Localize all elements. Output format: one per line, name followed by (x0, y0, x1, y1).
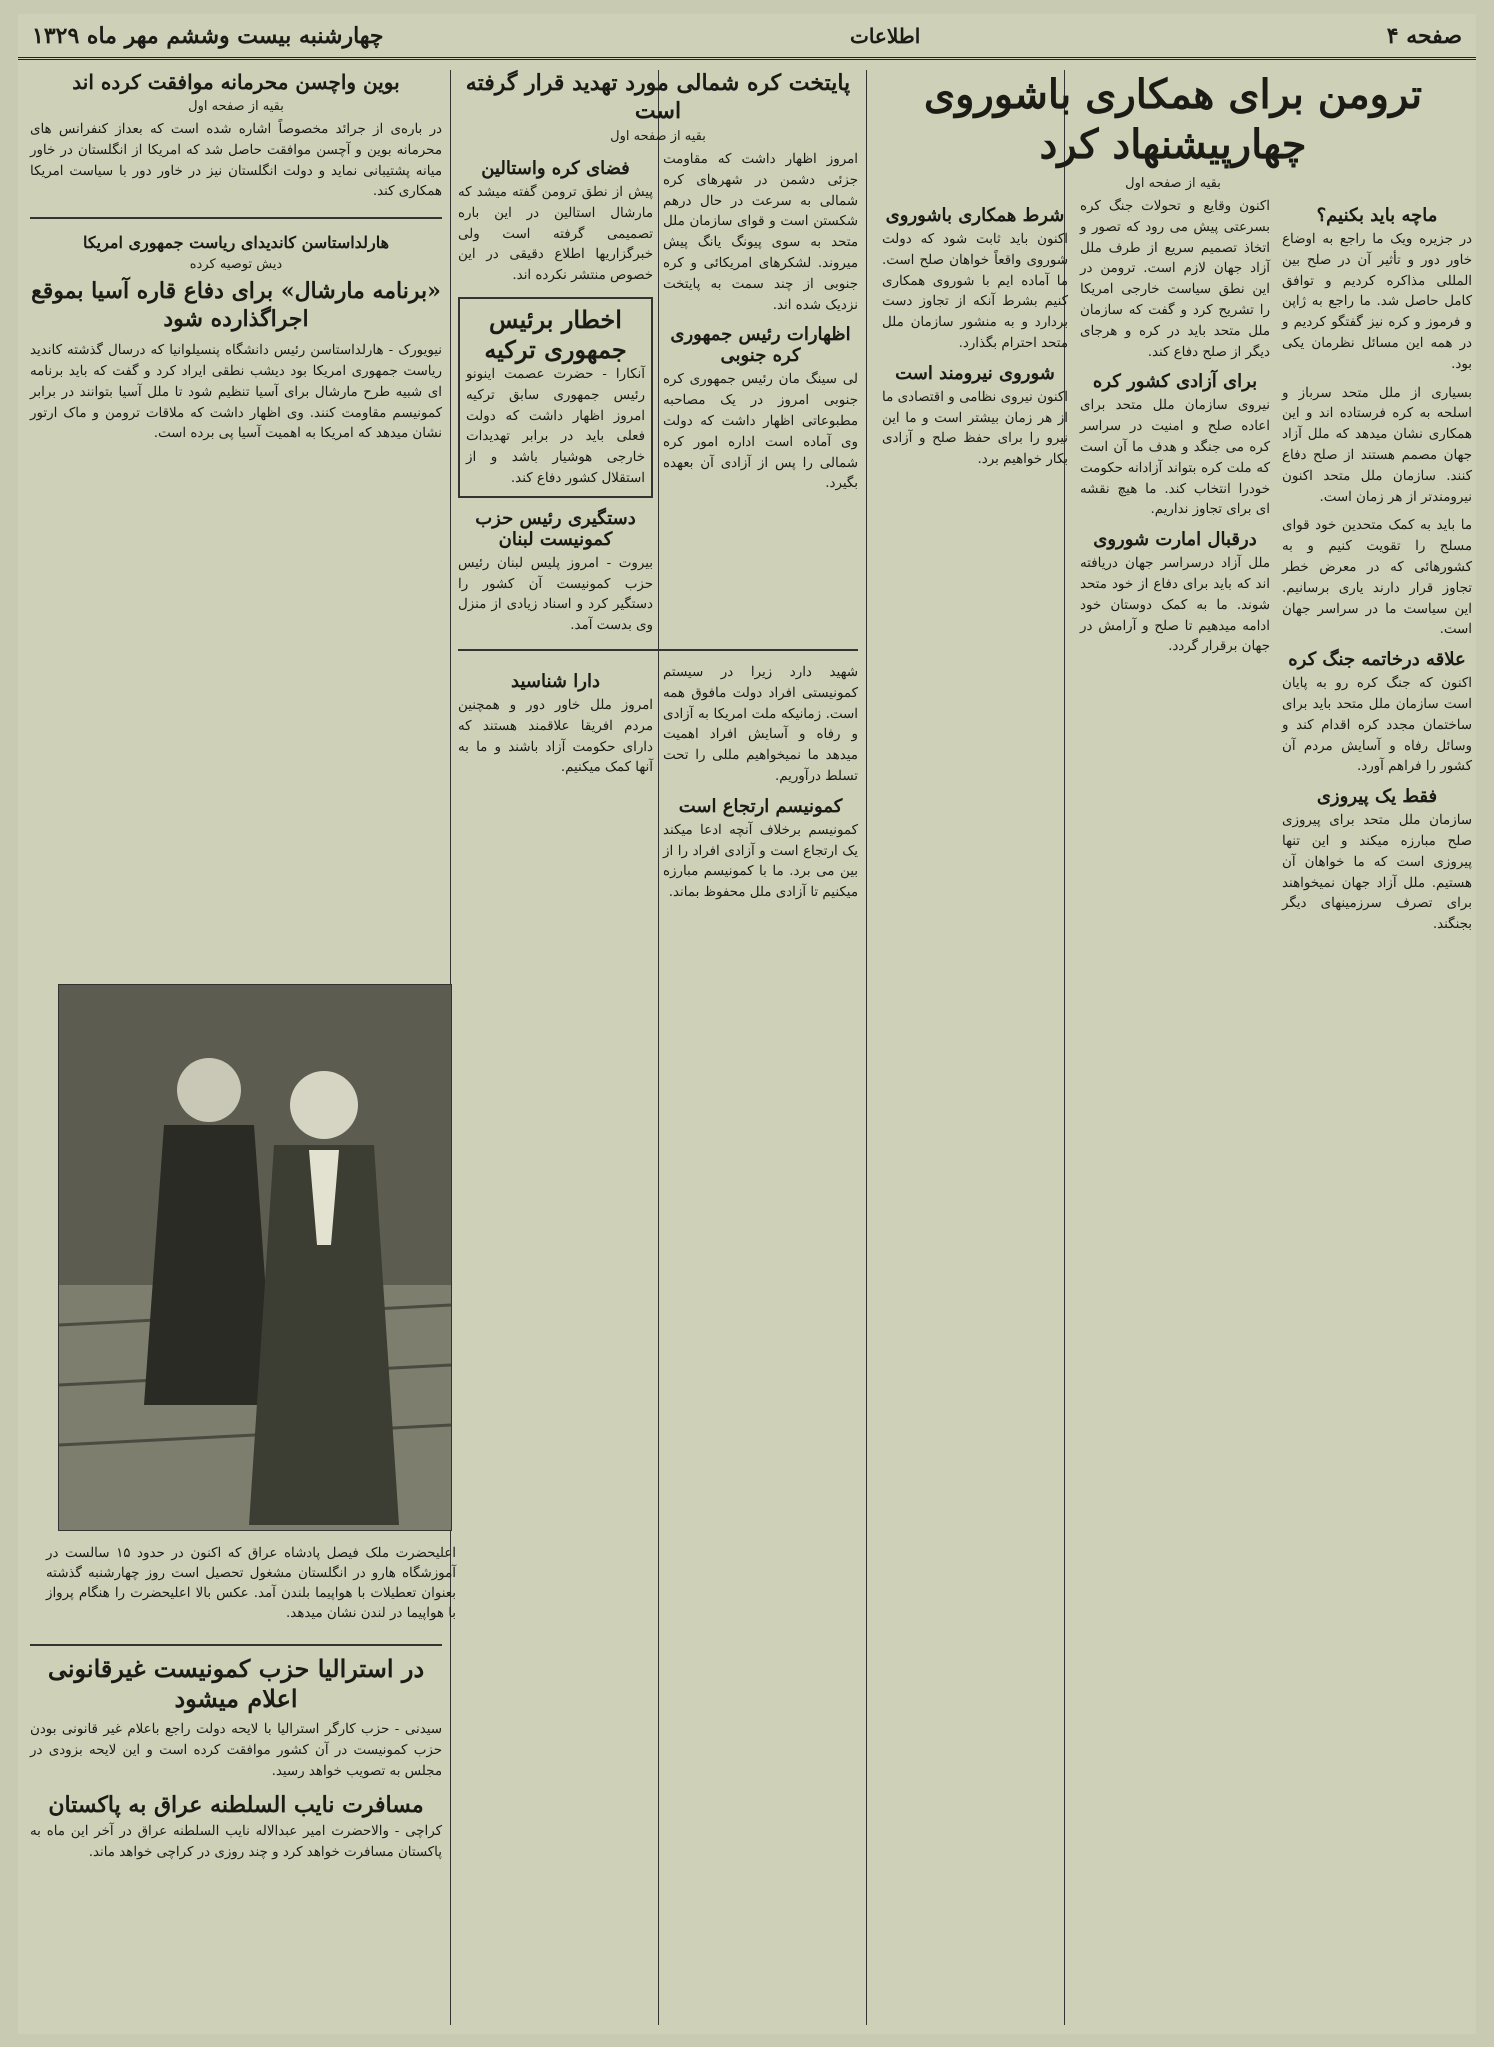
section-text: ما باید به کمک متحدین خود قوای مسلح را تقویت کنیم و به کشورهائی که در معرض خطر تجاوز قرار دارند یاری برسانیم. این سیاست ما در سراسر جهان است. (1277, 518, 1472, 638)
continued-note: بقیه از صفحه اول (610, 129, 706, 144)
section-text: بسیاری از ملل متحد سرباز و اسلحه به کره فرستاده اند و این همکاری نشان میدهد که ملل آزاد جهان مصمم هستند از صلح دفاع کنند. سازمان ملل متحد اکنون نیرومندتر از هر زمان است. (1277, 385, 1472, 505)
korea-col-right (658, 150, 858, 637)
iraq-headline: مسافرت نایب السلطنه عراق به پاکستان (48, 1792, 424, 1819)
australia-text: سیدنی - حزب کارگر استرالیا با لایحه دولت راجع باعلام غیر قانونی بودن حزب کمونیست در آن کشور موافقت کرده است و این لایحه بزودی در مجلس به تصویب خواهد رسید. (25, 1722, 442, 1779)
stassen-text: نیویورک - هارلداستاسن رئیس دانشگاه پنسیلوانیا که درسال گذشته کاندید ریاست جمهوری امریکا بود دیشب نطقی ایراد کرد و گفت که باید برنامه ای شبیه طرح مارشال برای آسیا تنظیم شود تا ملل آسیا بتوانند در برابر کمونیسم مقاومت کنند. وی اظهار داشت که ملاقات ترومن و ماک ارتور نشان میدهد که امریکا به اهمیت آسیا پی برده است. (25, 343, 442, 442)
issue-date: چهارشنبه بیست وششم مهر ماه ۱۳۲۹ (32, 22, 384, 49)
section-title: شوروی نیرومند است (895, 362, 1055, 384)
section-title: علاقه درخاتمه جنگ کره (1288, 649, 1466, 671)
korea-col-left (453, 150, 653, 637)
continued-note: بقیه از صفحه اول (1125, 176, 1221, 191)
section-title: برای آزادی کشور کره (1092, 371, 1258, 393)
turkey-box (458, 297, 653, 498)
section-text: سازمان ملل متحد برای پیروزی صلح مبارزه میکند و این تنها پیروزی است که ما خواهان آن هستیم. ملل آزاد جهان نمیخواهند برای تصرف سرزمینهای دیگر بجنگند. (1277, 813, 1472, 933)
photo-caption: اعلیحضرت ملک فیصل پادشاه عراق که اکنون در حدود ۱۵ سالست در آموزشگاه هارو در انگلستان مشغول تحصیل است روز چهارشنبه گذشته بعنوان تعطیلات با هواپیما بلندن آمد. عکس بالا اعلیحضرت را هنگام پرواز با هواپیما در لندن نشان میدهد. (46, 1546, 456, 1621)
stassen-sub: دیش توصیه کرده (189, 257, 283, 273)
korea-bottom-right (658, 663, 858, 904)
korea-text: امروز اظهار داشت که مقاومت جزئی دشمن در شهرهای کره شمالی به سرعت در حال درهم شکستن است و قوای سازمان ملل متحد به سوی پیونگ یانگ پیش میروند. لشکرهای امریکائی و کره جنوبی از چند سمت به پایتخت نزدیک شده اند. (658, 152, 858, 313)
section-text: کمونیسم برخلاف آنچه ادعا میکند یک ارتجاع است و آزادی افراد را از بین می برد. ما با کمونیسم مبارزه میکنیم تا آزادی ملل محفوظ بماند. (658, 822, 858, 901)
stassen-headline2: «برنامه مارشال» برای دفاع قاره آسیا بموقع اجراگذارده شود (31, 278, 441, 332)
section-title: شرط همکاری باشوروی (885, 205, 1065, 226)
main-col-right (1277, 197, 1472, 936)
section-text: اکنون باید ثابت شود که دولت شوروی واقعاً خواهان صلح است. ما آماده ایم با شوروی همکاری کنیم بشرط آنکه از تجاوز دست بردارد و به منشور سازمان ملل متحد احترام بگذارد. (877, 232, 1068, 351)
section-text: امروز ملل خاور دور و همچنین مردم افریقا علاقمند هستند که دارای حکومت آزاد باشند و ما به آنها کمک میکنیم. (453, 697, 653, 776)
iraq-text: کراچی - والاحضرت امیر عبدالاله نایب السلطنه عراق در آخر این ماه به پاکستان مسافرت خواهد کرد و چند روزی در کراچی خواهد ماند. (25, 1824, 442, 1861)
korea-bottom (453, 663, 858, 904)
left-column (25, 70, 443, 970)
section-text: اکنون وقایع و تحولات جنگ کره بسرعتی پیش می رود که تصور و اتخاذ تصمیم سریع از طرف ملل آزاد جهان لازم است. ترومن در این نطق سیاست خارجی امریکا را تشریح کرد و گفت که سازمان ملل متحد باید در کره و هرجای دیگر از صلح دفاع کند. (1075, 199, 1270, 360)
photo-image (59, 985, 451, 1530)
turkey-headline: اخطار برئیس جمهوری ترکیه (484, 304, 627, 364)
section-text: لی سینگ مان رئیس جمهوری کره جنوبی امروز در یک مصاحبه مطبوعاتی اظهار داشت که دولت وی آماده است اداره امور کره شمالی را پس از آزادی آن بعهده بگیرد. (658, 372, 858, 492)
bottom-text: شهید دارد زیرا در سیستم کمونیستی افراد دولت مافوق همه است. زمانیکه ملت امریکا به آزادی و رفاه و آسایش افراد اهمیت میدهد ما نمیخواهیم مللی را تحت تسلط درآوریم. (658, 664, 858, 784)
stassen-headline: هارلداستاسن کاندیدای ریاست جمهوری امریکا (82, 233, 390, 253)
meeting-text: در باره‌ی از جرائد مخصوصاً اشاره شده است که بعداز کنفرانس های محرمانه بوین و آچسن موافقت حاصل شد که امریکا از انگلستان در خاور میانه پشتیبانی نماید و دولت انگلستان نیز در خاور دور با سیاست امریکا همکاری کند. (25, 122, 443, 200)
masthead (18, 14, 1476, 60)
korea-article (453, 70, 858, 2025)
korea-columns (453, 150, 858, 637)
section-text: اکنون که جنگ کره رو به پایان است سازمان ملل متحد باید برای ساختمان مجدد کره اقدام کند و وسائل رفاه و آسایش مردم آن کشور را فراهم آورد. (1277, 676, 1472, 775)
page-number: صفحه ۴ (1386, 22, 1462, 49)
newspaper-page (18, 14, 1476, 2034)
korea-headline: پایتخت کره شمالی مورد تهدید قرار گرفته است (465, 70, 851, 124)
section-text: در جزیره ویک ما راجع به اوضاع خاور دور و تأثیر آن در صلح بین المللی مذاکره کردیم و توافق کامل حاصل شد. ما راجع به ژاپن و فرموز و کره نیز گفتگو کردیم و در همه این مسائل نظرمان یکی بود. (1277, 232, 1472, 372)
main-headline: ترومن برای همکاری باشوروی چهارپیشنهاد کرد (923, 71, 1423, 168)
section-title: اظهارات رئیس جمهوری کره جنوبی (670, 324, 851, 367)
newspaper-name: اطلاعات (849, 23, 921, 48)
section-text: ملل آزاد درسراسر جهان دریافته اند که باید برای دفاع از خود متحد شوند. ما به کمک دوستان خود ادامه میدهیم تا صلح و آرامش در جهان برقرار گردد. (1075, 556, 1270, 655)
section-text: نیروی سازمان ملل متحد برای اعاده صلح و امنیت در سراسر کره می جنگد و هدف ما آن است که ملت کره بتواند آزادانه حکومت خودرا انتخاب کند. ما هیچ نقشه ای برای تجاوز نداریم. (1075, 398, 1270, 518)
divider (30, 217, 442, 219)
section-text: پیش از نطق ترومن گفته میشد که مارشال استالین در این باره تصمیمی گرفته است ولی خبرگزاریها اطلاع دقیقی در این خصوص منتشر نکرده اند. (453, 185, 653, 284)
section-title: فضای کره واستالین (481, 158, 630, 179)
turkey-text: آنکارا - حضرت عصمت اینونو رئیس جمهوری سابق ترکیه امروز اظهار داشت که دولت فعلی باید در برابر تهدیدات خارجی هوشیار باشد و از استقلال کشور دفاع کند. (461, 366, 645, 486)
section-text: اکنون نیروی نظامی و اقتصادی ما از هر زمان بیشتر است و ما این نیرو را برای حفظ صلح و آزادی بکار خواهیم برد. (877, 389, 1068, 468)
continued-note: بقیه از صفحه اول (188, 99, 284, 114)
section-title: درقبال امارت شوروی (1093, 529, 1257, 551)
korea-bottom-left (453, 663, 653, 904)
main-columns (874, 197, 1472, 936)
lebanon-headline: دستگیری رئیس حزب کمونیست لبنان (475, 507, 636, 550)
section-title: کمونیسم ارتجاع است (678, 795, 843, 817)
divider (30, 1644, 442, 1646)
main-article (874, 70, 1472, 2025)
column-rule (866, 70, 867, 2025)
lebanon-text: بیروت - امروز پلیس لبنان رئیس حزب کمونیست آن کشور را دستگیر کرد و اسناد زیادی از منزل وی بدست آمد. (453, 555, 653, 634)
left-bottom (25, 1654, 442, 2029)
meeting-headline: بوین واچسن محرمانه موافقت کرده اند (72, 70, 400, 94)
section-title: فقط یک پیروزی (1316, 786, 1438, 808)
photo-king-faisal (58, 984, 452, 1531)
section-title: ماچه باید بکنیم؟ (1316, 205, 1438, 226)
main-col-left (877, 197, 1068, 936)
section-title: دارا شناسید (511, 670, 600, 692)
divider (458, 649, 858, 651)
main-col-middle (1075, 197, 1270, 936)
australia-headline: در استرالیا حزب کمونیست غیرقانونی اعلام میشود (47, 1654, 425, 1713)
